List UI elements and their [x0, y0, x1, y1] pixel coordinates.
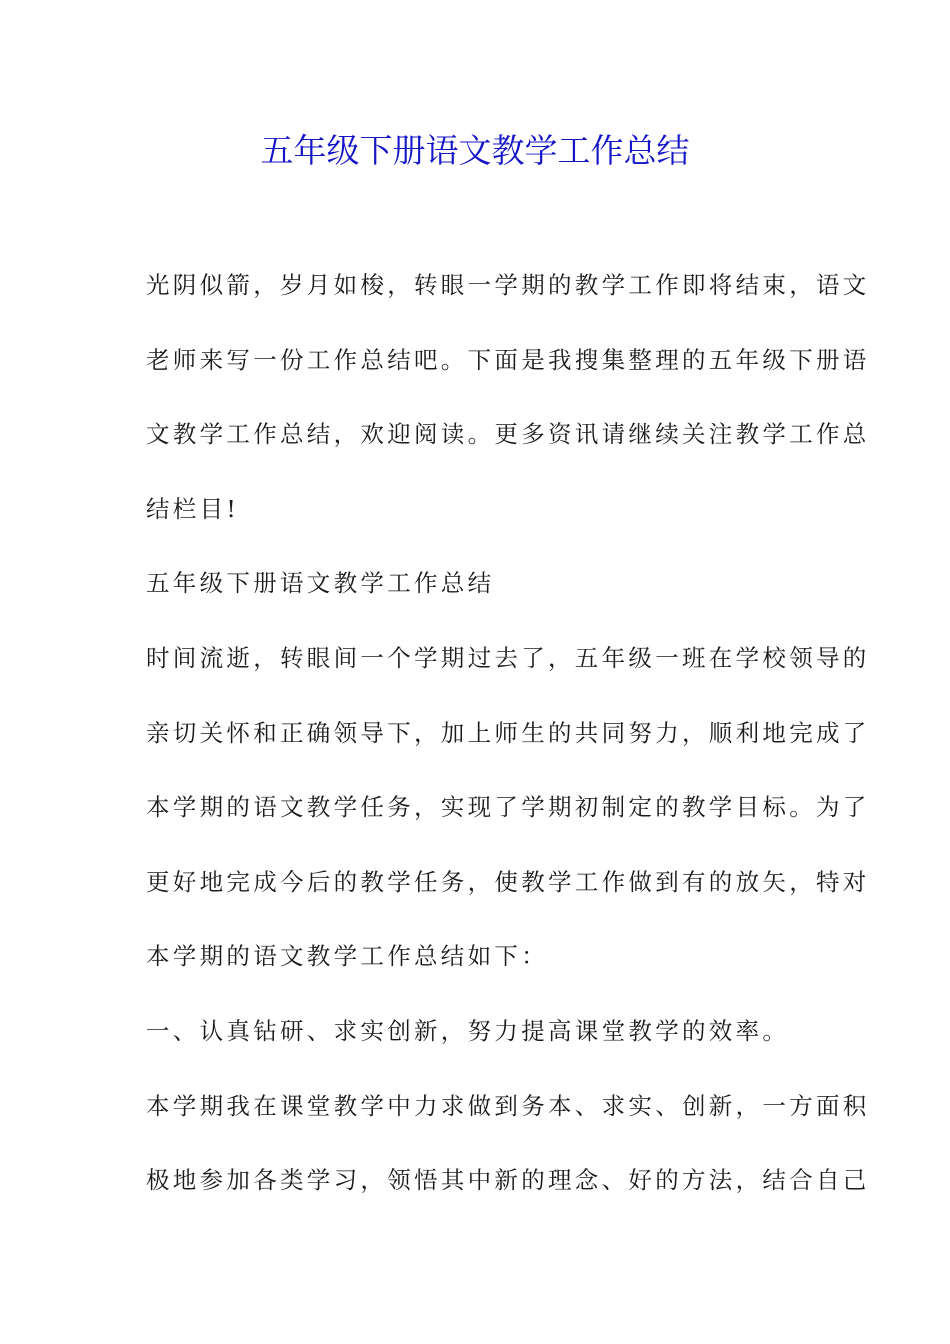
text-line: 本学期的语文教学工作总结如下：: [146, 942, 548, 971]
text-line: 更好地完成今后的教学任务，使教学工作做到有的放矢，特对: [146, 867, 870, 896]
section-subtitle: 五年级下册语文教学工作总结: [146, 569, 495, 598]
text-line: 光阴似箭，岁月如梭，转眼一学期的教学工作即将结束，语文: [146, 271, 870, 299]
text-line: 本学期的语文教学任务，实现了学期初制定的教学目标。为了: [146, 793, 870, 822]
text-line: 本学期我在课堂教学中力求做到务本、求实、创新，一方面积: [146, 1091, 870, 1120]
text-line: 极地参加各类学习，领悟其中新的理念、好的方法，结合自己: [146, 1166, 870, 1195]
text-line: 亲切关怀和正确领导下，加上师生的共同努力，顺利地完成了: [146, 718, 870, 747]
text-line: 时间流逝，转眼间一个学期过去了，五年级一班在学校领导的: [146, 643, 870, 672]
section-heading: 一、认真钻研、求实创新，努力提高课堂教学的效率。: [146, 1016, 790, 1045]
document-body: [146, 259, 870, 1229]
text-line: 结栏目!: [146, 494, 240, 523]
text-line: 文教学工作总结，欢迎阅读。更多资讯请继续关注教学工作总: [146, 420, 870, 449]
document-title: 五年级下册语文教学工作总结: [260, 131, 690, 170]
text-line: 老师来写一份工作总结吧。下面是我搜集整理的五年级下册语: [146, 345, 870, 374]
